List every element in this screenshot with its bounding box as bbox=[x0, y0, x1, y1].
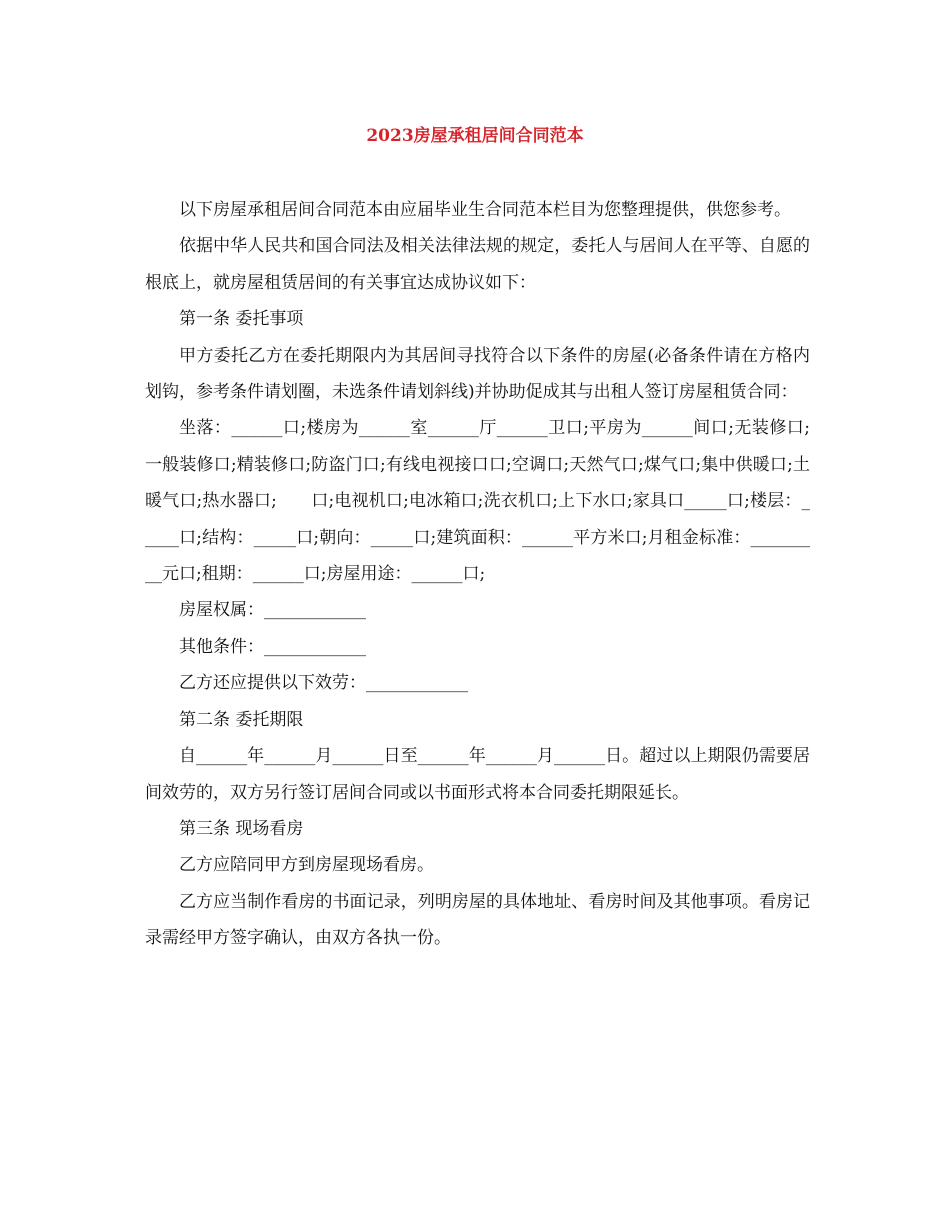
section-heading-3: 第三条 现场看房 bbox=[179, 818, 304, 839]
section-heading-2: 第二条 委托期限 bbox=[179, 709, 304, 730]
paragraph-house-conditions: 坐落：______口;楼房为______室______厅______卫口;平房为______间口;无装修口;一般装修口;精装修口;防盗门口;有线电视接口口;空调口;天然气口;煤气口;集中供暖口;土暖气口;热水器口; 口;电视机口;电冰箱口;洗衣机口;上下水口;家具口_____口;楼层：_____口;结构：_____口;朝向：_____口;建筑面积：______平方米口;月租金标准：_________元口;租期：______口;房屋用途：______口; bbox=[145, 418, 810, 585]
document-body bbox=[145, 192, 810, 957]
paragraph-preamble: 依据中华人民共和国合同法及相关法律法规的规定，委托人与居间人在平等、自愿的根底上，就房屋租赁居间的有关事宜达成协议如下： bbox=[145, 236, 810, 293]
paragraph-viewing-record: 乙方应当制作看房的书面记录，列明房屋的具体地址、看房时间及其他事项。看房记录需经甲方签字确认，由双方各执一份。 bbox=[145, 891, 810, 949]
paragraph-term: 自______年______月______日至______年______月______日。超过以上期限仍需要居间效劳的，双方另行签订居间合同或以书面形式将本合同委托期限延长。 bbox=[145, 746, 810, 803]
field-ownership: 房屋权属：____________ bbox=[179, 600, 366, 621]
field-extra-services: 乙方还应提供以下效劳：____________ bbox=[179, 673, 468, 694]
paragraph-intro: 以下房屋承租居间合同范本由应届毕业生合同范本栏目为您整理提供，供您参考。 bbox=[179, 200, 791, 220]
document-title: 2023房屋承租居间合同范本 bbox=[366, 126, 584, 146]
paragraph-viewing: 乙方应陪同甲方到房屋现场看房。 bbox=[179, 855, 434, 876]
section-heading-1: 第一条 委托事项 bbox=[179, 309, 304, 330]
paragraph-commission: 甲方委托乙方在委托期限内为其居间寻找符合以下条件的房屋(必备条件请在方格内划钩，参考条件请划圈，未选条件请划斜线)并协助促成其与出租人签订房屋租赁合同： bbox=[145, 345, 810, 403]
field-other-conditions: 其他条件：____________ bbox=[179, 636, 366, 657]
